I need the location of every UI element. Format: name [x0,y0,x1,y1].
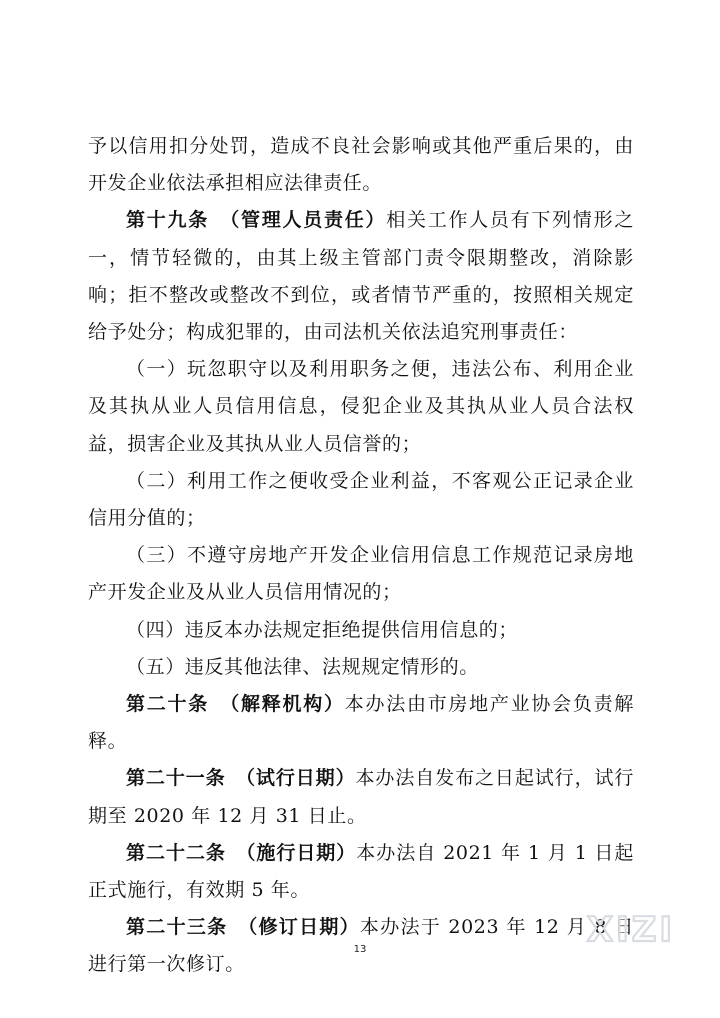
article-body: 本办法自 2021 年 1 月 1 日起正式施行，有效期 5 年。 [88,841,634,902]
list-item-text: （三）不遵守房地产开发企业信用信息工作规范记录房地产开发企业及从业人员信用情况的； [88,544,634,604]
article-body: 本办法于 2023 年 12 月 8 日进行第一次修订。 [88,916,634,976]
article-heading: 第十九条 （管理人员责任） [126,209,387,232]
list-item-2 [88,463,634,537]
watermark-logo [574,908,688,948]
article-body: 相关工作人员有下列情形之一，情节轻微的，由其上级主管部门责令限期整改，消除影响；拒不整改或整改不到位，或者情节严重的，按照相关规定给予处分；构成犯罪的，由司法机关依法追究刑事责任： [88,209,635,344]
list-item-text: （一）玩忽职守以及利用职务之便，违法公布、利用企业及其执从业人员信用信息，侵犯企业及其执从业人员合法权益，损害企业及其执从业人员信誉的； [88,358,634,455]
article-heading: 第二十二条 （施行日期） [126,841,357,864]
article-19 [88,202,634,351]
paragraph-text: 予以信用扣分处罚，造成不良社会影响或其他严重后果的，由开发企业依法承担相应法律责任。 [88,135,634,195]
svg-text:XIZI: XIZI [586,910,676,948]
article-body: 本办法自发布之日起试行，试行期至 2020 年 12 月 31 日止。 [88,767,635,827]
list-item-text: （四）违反本办法规定拒绝提供信用信息的； [126,618,519,641]
list-item-text: （五）违反其他法律、法规规定情形的。 [126,655,479,678]
article-22 [88,835,634,909]
list-item-4 [88,612,634,649]
list-item-1 [88,351,634,463]
article-body: 本办法由市房地产业协会负责解释。 [88,693,634,753]
list-item-text: （二）利用工作之便收受企业利益，不客观公正记录企业信用分值的； [88,469,634,530]
article-20 [88,686,634,760]
article-heading: 第二十条 （解释机构） [126,693,345,716]
article-21 [88,760,634,834]
list-item-3 [88,537,634,611]
article-heading: 第二十三条 （修订日期） [126,916,360,939]
article-heading: 第二十一条 （试行日期） [126,767,356,790]
list-item-5 [88,649,634,686]
document-body [88,128,634,984]
paragraph-continuation [88,128,634,202]
page-number: 13 [353,944,367,955]
